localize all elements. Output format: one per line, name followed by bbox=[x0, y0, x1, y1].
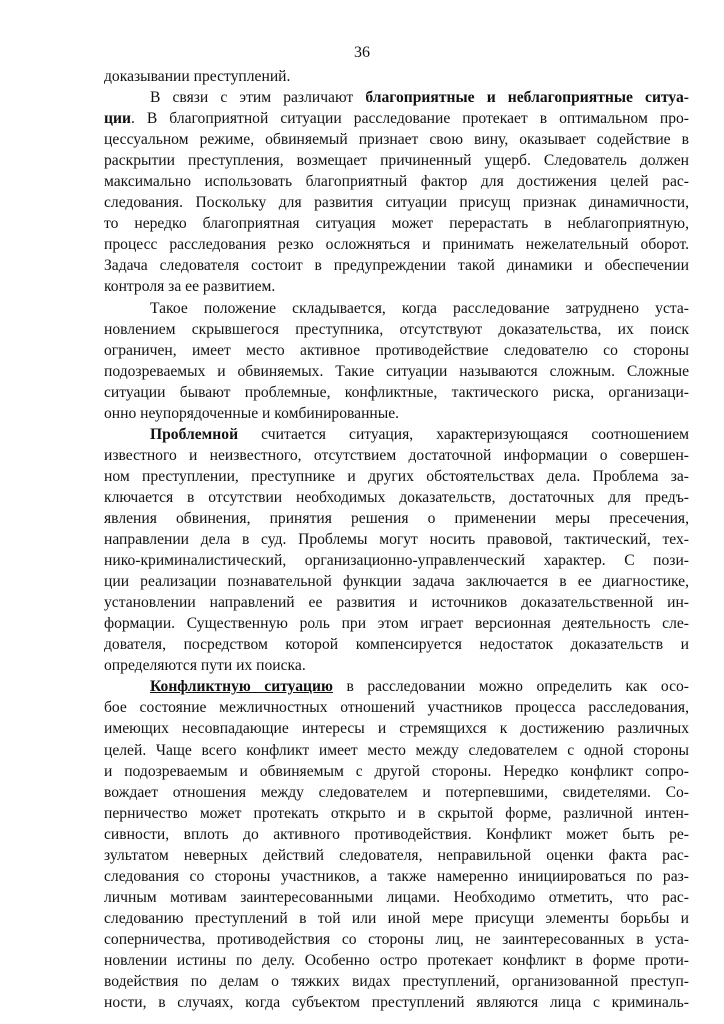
text-line bbox=[104, 445, 689, 466]
text-run: определяются пути их поиска. bbox=[104, 657, 306, 675]
text-run: целей. Чаще всего конфликт имеет место между следователем с одной стороны bbox=[104, 741, 689, 759]
text-run: имеющих несовпадающие интересы и стремящихся к достижению различных bbox=[104, 720, 689, 738]
text-run: нико-криминалистический, организационно-управленческий характер. С пози- bbox=[104, 552, 689, 570]
text-run: раскрытии преступления, возмещает причиненный ущерб. Следователь должен bbox=[104, 152, 689, 170]
text-line bbox=[104, 66, 689, 87]
text-line bbox=[104, 150, 689, 171]
text-line bbox=[104, 824, 689, 845]
text-line bbox=[104, 866, 689, 887]
text-line bbox=[104, 171, 689, 192]
text-line bbox=[104, 234, 689, 255]
text-line bbox=[104, 592, 689, 613]
page-number: 36 bbox=[354, 44, 370, 61]
text-run: доказывании преступлений. bbox=[104, 68, 291, 85]
text-run: Такое положение складывается, когда расследование затруднено уста- bbox=[150, 299, 689, 317]
document-body bbox=[104, 66, 689, 1013]
text-line bbox=[104, 403, 689, 424]
text-line bbox=[104, 655, 689, 676]
text-line bbox=[104, 340, 689, 361]
text-run: бое состояние межличностных отношений участников процесса расследования, bbox=[104, 699, 689, 717]
emphasized-term: ции bbox=[104, 110, 131, 128]
text-line bbox=[104, 487, 689, 508]
text-line bbox=[104, 697, 689, 718]
emphasized-term: благоприятные и неблагоприятные ситуа- bbox=[365, 89, 689, 107]
text-run: следования. Поскольку для развития ситуации присущ признак динамичности, bbox=[104, 194, 689, 212]
text-run: контроля за ее развитием. bbox=[104, 278, 276, 296]
text-run: зультатом неверных действий следователя, неправильной оценки факта рас- bbox=[104, 846, 689, 864]
text-run: новлением скрывшегося преступника, отсутствуют доказательства, их поиск bbox=[104, 320, 689, 338]
text-line bbox=[104, 508, 689, 529]
text-line bbox=[104, 319, 689, 340]
text-line bbox=[104, 298, 689, 319]
text-run: и подозреваемым и обвиняемым с другой стороны. Нередко конфликт сопро- bbox=[104, 762, 689, 780]
text-line bbox=[104, 887, 689, 908]
text-run: ности, в случаях, когда субъектом преступлений являются лица с криминаль- bbox=[104, 994, 689, 1012]
text-run: подозреваемых и обвиняемых. Такие ситуации называются сложным. Сложные bbox=[104, 362, 689, 380]
text-run: считается ситуация, характеризующаяся соотношением bbox=[238, 425, 689, 443]
text-line bbox=[104, 466, 689, 487]
text-line bbox=[104, 908, 689, 929]
text-line bbox=[104, 740, 689, 761]
text-run: следования со стороны участников, а также намеренно инициироваться по раз- bbox=[104, 867, 689, 885]
text-run: водействия по делам о тяжких видах преступлений, организованной преступ- bbox=[104, 973, 689, 991]
text-run: известного и неизвестного, отсутствием достаточной информации о совершен- bbox=[104, 446, 689, 464]
text-line bbox=[104, 129, 689, 150]
text-line bbox=[104, 761, 689, 782]
text-run: вождает отношения между следователем и потерпевшими, свидетелями. Со- bbox=[104, 783, 689, 801]
text-run: процесс расследования резко осложняться и принимать нежелательный оборот. bbox=[104, 236, 689, 254]
text-run: явления обвинения, принятия решения о применении меры пресечения, bbox=[104, 509, 689, 527]
text-run: сивности, вплоть до активного противодействия. Конфликт может быть ре- bbox=[104, 825, 689, 843]
text-run: ции реализации познавательной функции задача заключается в ее диагностике, bbox=[104, 573, 689, 591]
text-run: следованию преступлений в той или иной мере присущи элементы борьбы и bbox=[104, 909, 689, 927]
text-line bbox=[104, 992, 689, 1013]
text-line bbox=[104, 382, 689, 403]
text-run: перничество может протекать открыто и в скрытой форме, различной интен- bbox=[104, 804, 689, 822]
text-line bbox=[104, 950, 689, 971]
text-run: соперничества, противодействия со стороны лиц, не заинтересованных в уста- bbox=[104, 930, 689, 948]
emphasized-term: Проблемной bbox=[150, 425, 239, 443]
text-run: ограничен, имеет место активное противодействие следователю со стороны bbox=[104, 341, 689, 359]
text-run: В связи с этим различают bbox=[150, 89, 366, 107]
text-run: цессуальном режиме, обвиняемый признает свою вину, оказывает содействие в bbox=[104, 131, 689, 149]
text-run: то нередко благоприятная ситуация может перерастать в неблагоприятную, bbox=[104, 215, 689, 233]
text-line bbox=[104, 845, 689, 866]
text-line bbox=[104, 571, 689, 592]
text-line bbox=[104, 718, 689, 739]
text-line bbox=[104, 424, 689, 445]
text-line bbox=[104, 276, 689, 297]
text-line bbox=[104, 613, 689, 634]
text-run: Задача следователя состоит в предупреждении такой динамики и обеспечении bbox=[104, 257, 689, 275]
text-line bbox=[104, 550, 689, 571]
text-run: установлении направлений ее развития и источников доказательственной ин- bbox=[104, 594, 689, 612]
text-line bbox=[104, 108, 689, 129]
text-line bbox=[104, 529, 689, 550]
text-run: максимально использовать благоприятный фактор для достижения целей рас- bbox=[104, 173, 689, 191]
text-run: . В благоприятной ситуации расследование протекает в оптимальном про- bbox=[130, 110, 689, 128]
text-run: ном преступлении, преступнике и других обстоятельствах дела. Проблема за- bbox=[104, 467, 689, 485]
emphasized-term: Конфликтную ситуацию bbox=[150, 678, 333, 696]
text-run: в расследовании можно определить как осо- bbox=[332, 678, 689, 696]
text-line bbox=[104, 213, 689, 234]
text-line bbox=[104, 971, 689, 992]
text-line bbox=[104, 361, 689, 382]
text-line bbox=[104, 255, 689, 276]
text-line bbox=[104, 782, 689, 803]
text-run: новлении истины по делу. Особенно остро протекает конфликт в форме проти- bbox=[104, 951, 689, 969]
text-run: ключается в отсутствии необходимых доказательств, достаточных для предъ- bbox=[104, 488, 689, 506]
text-run: направлении дела в суд. Проблемы могут носить правовой, тактический, тех- bbox=[104, 531, 689, 549]
text-run: онно неупорядоченные и комбинированные. bbox=[104, 404, 400, 422]
text-run: дователя, посредством которой компенсируется недостаток доказательств и bbox=[104, 636, 689, 654]
text-run: ситуации бывают проблемные, конфликтные, тактического риска, организаци- bbox=[104, 383, 689, 401]
text-line bbox=[104, 87, 689, 108]
text-line bbox=[104, 929, 689, 950]
text-run: формации. Существенную роль при этом играет версионная деятельность сле- bbox=[104, 615, 689, 633]
text-line bbox=[104, 803, 689, 824]
text-line bbox=[104, 676, 689, 697]
text-run: личным мотивам заинтересованными лицами. Необходимо отметить, что рас- bbox=[104, 888, 689, 906]
text-line bbox=[104, 634, 689, 655]
text-line bbox=[104, 192, 689, 213]
